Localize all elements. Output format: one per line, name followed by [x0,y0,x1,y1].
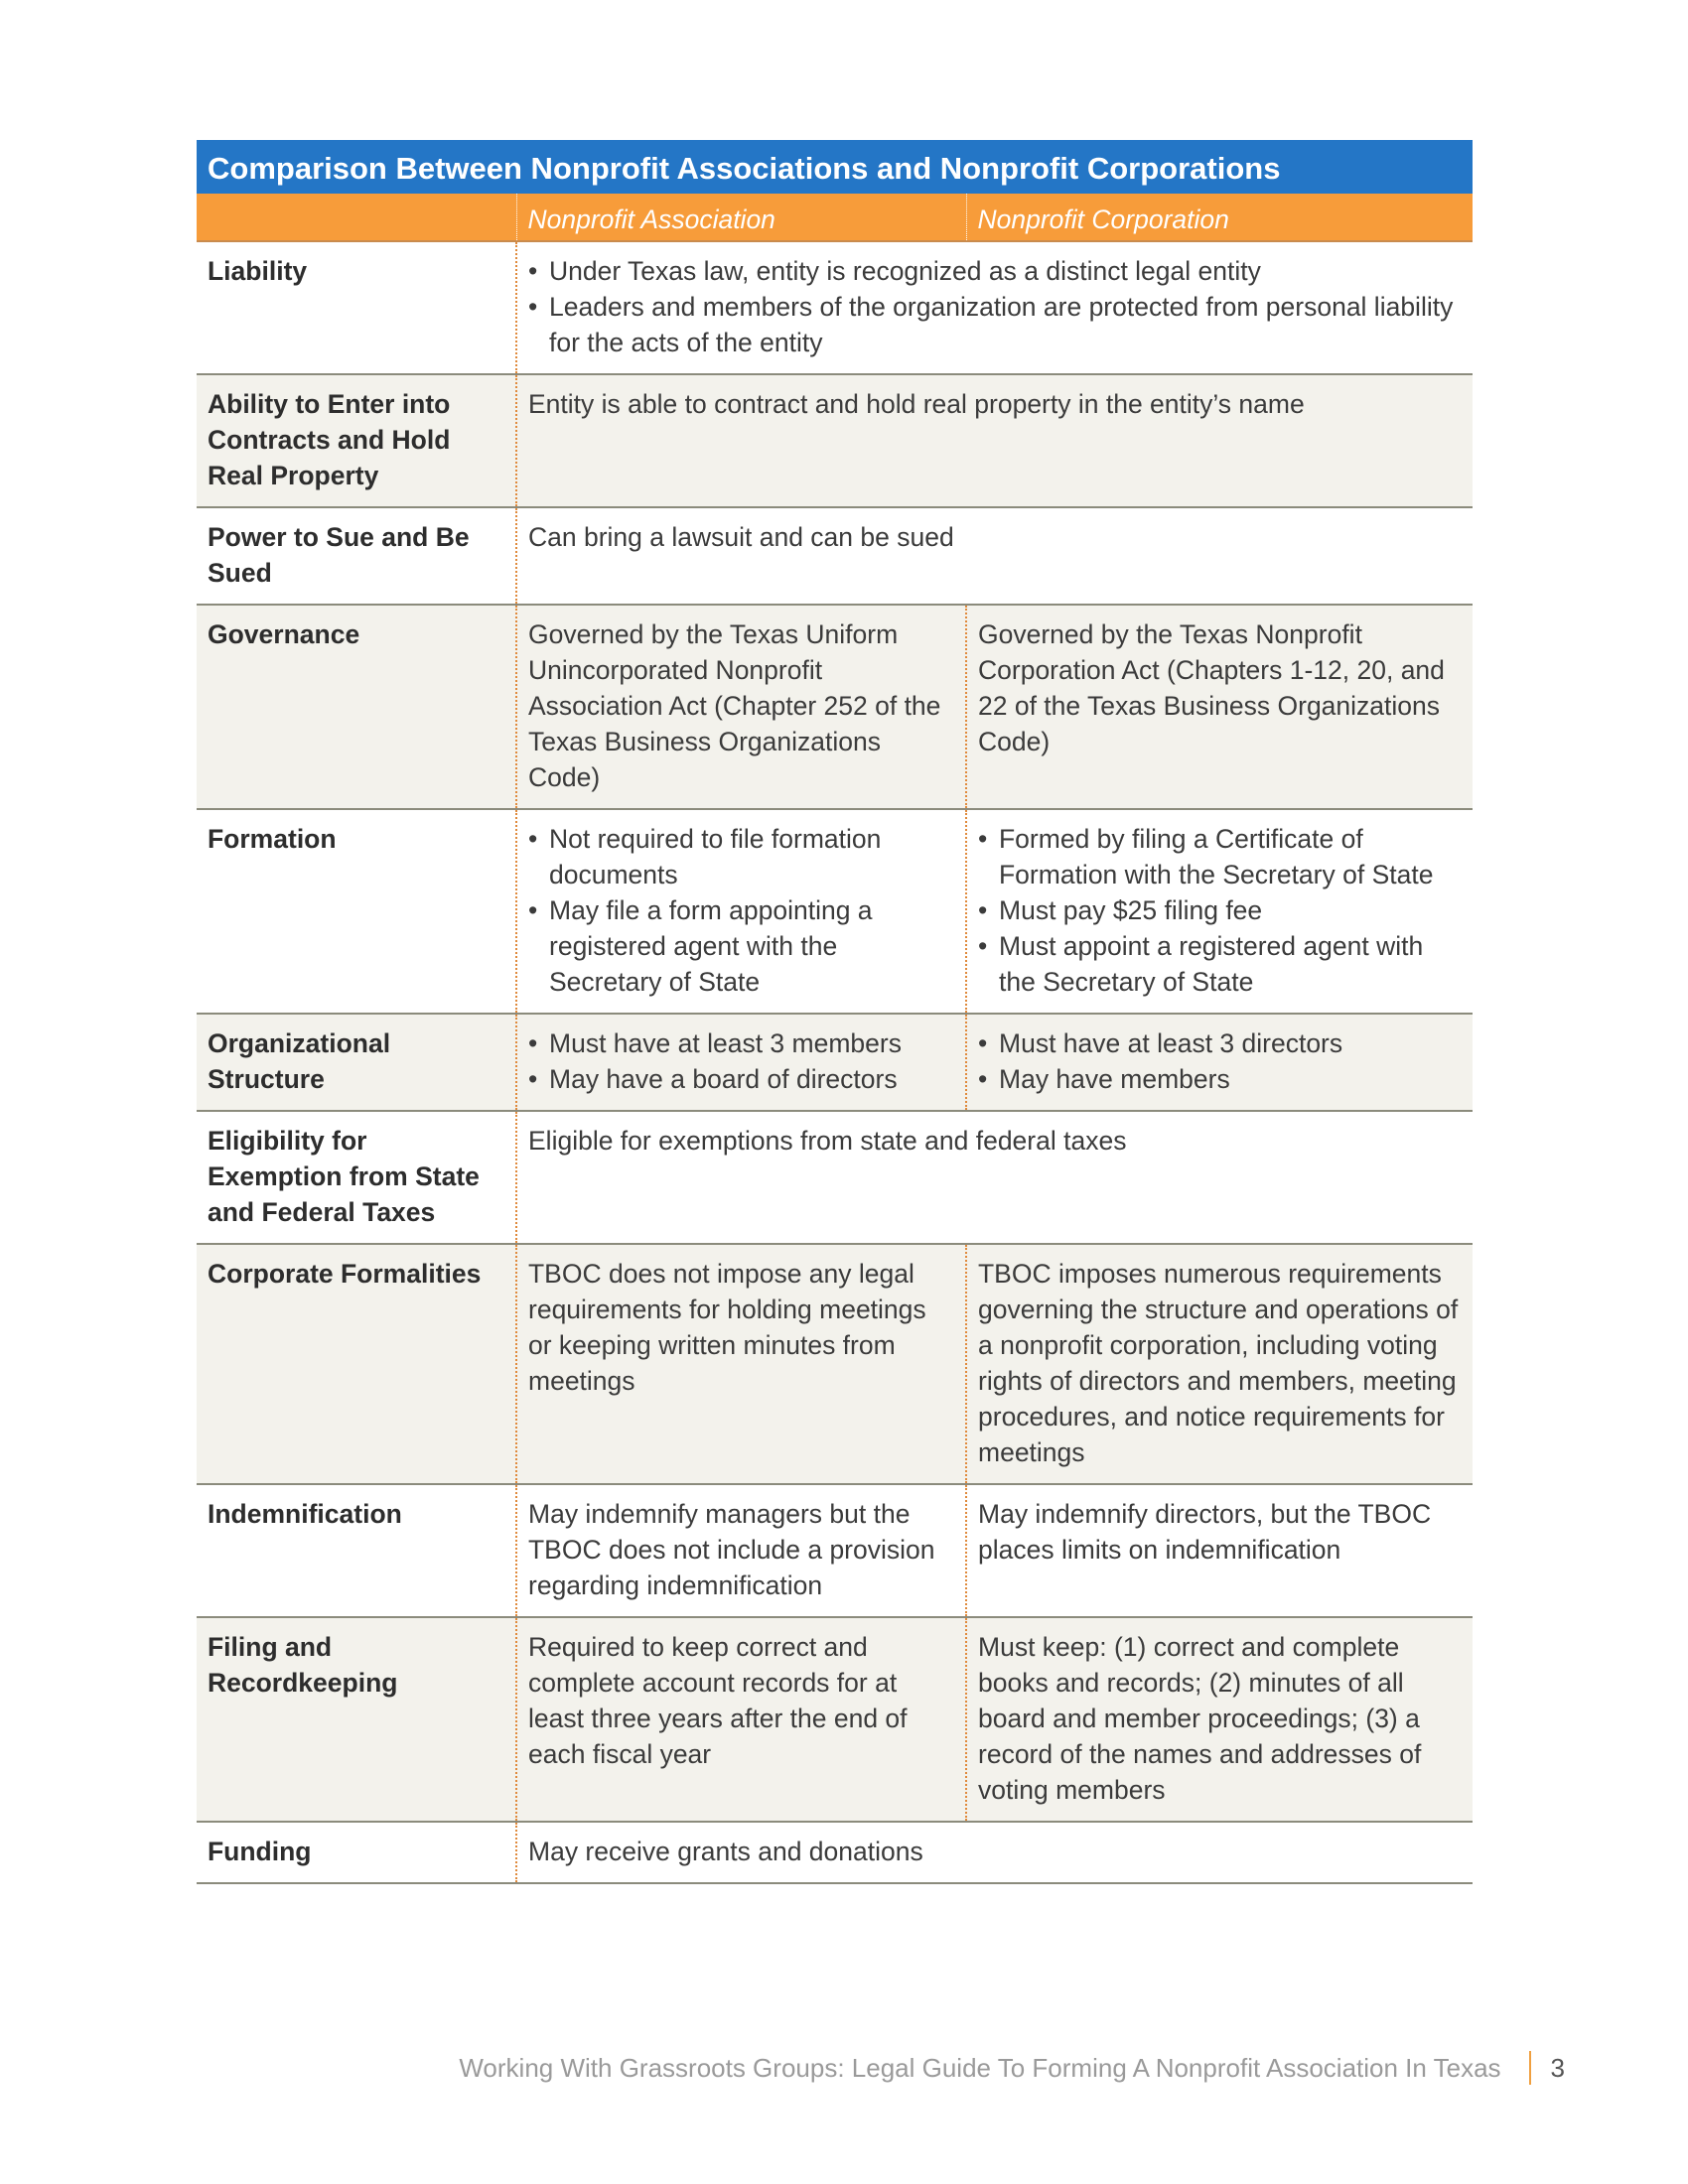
table-row-ability-to-enter-into-contracts-and-hold-real-property [197,374,1473,507]
row-label: Organizational Structure [197,1014,516,1111]
shared-bullet-list [528,253,1462,360]
association-cell [516,1014,966,1111]
association-cell: TBOC does not impose any legal requirements for holding meetings or keeping written minutes from meetings [516,1244,966,1484]
table-body [197,241,1473,1883]
table-row-indemnification [197,1484,1473,1617]
shared-cell [516,241,1473,374]
table-row-power-to-sue-and-be-sued [197,507,1473,605]
table-row-filing-and-recordkeeping [197,1617,1473,1822]
footer-text: Working With Grassroots Groups: Legal Guide To Forming A Nonprofit Association In Texas [459,2052,1501,2083]
column-header-row [197,194,1473,241]
footer-separator [1529,2051,1531,2085]
row-label: Formation [197,809,516,1014]
corporation-bullet-list [978,821,1462,1000]
table-row-organizational-structure [197,1014,1473,1111]
table-row-formation [197,809,1473,1014]
column-header-corporation: Nonprofit Corporation [966,194,1473,241]
list-item: • Leaders and members of the organization are protected from personal liability for the acts of the entity [528,289,1462,360]
shared-cell: Entity is able to contract and hold real property in the entity’s name [516,374,1473,507]
row-label: Corporate Formalities [197,1244,516,1484]
list-item: • Must have at least 3 directors [978,1025,1462,1061]
row-label: Indemnification [197,1484,516,1617]
row-label: Power to Sue and Be Sued [197,507,516,605]
list-item: • Not required to file formation documents [528,821,954,892]
list-item: • Must have at least 3 members [528,1025,954,1061]
table-title-row [197,140,1473,194]
association-bullet-list [528,821,954,1000]
list-item: • Must pay $25 filing fee [978,892,1462,928]
comparison-table [197,140,1473,1884]
list-item: • Under Texas law, entity is recognized as a distinct legal entity [528,253,1462,289]
corporation-bullet-list [978,1025,1462,1097]
row-label: Liability [197,241,516,374]
table-row-corporate-formalities [197,1244,1473,1484]
list-item: • Must appoint a registered agent with the Secretary of State [978,928,1462,1000]
corporation-cell: Governed by the Texas Nonprofit Corporation Act (Chapters 1-12, 20, and 22 of the Texas Business Organizations Code) [966,605,1473,809]
table-row-liability [197,241,1473,374]
list-item: • May file a form appointing a registered agent with the Secretary of State [528,892,954,1000]
association-cell [516,809,966,1014]
page-footer [459,2051,1565,2085]
table-row-eligibility-for-exemption-from-state-and-federal-taxes [197,1111,1473,1244]
row-label: Filing and Recordkeeping [197,1617,516,1822]
association-cell: Required to keep correct and complete account records for at least three years after the end of each fiscal year [516,1617,966,1822]
shared-cell: May receive grants and donations [516,1822,1473,1883]
corporation-cell [966,1014,1473,1111]
table-title: Comparison Between Nonprofit Associations and Nonprofit Corporations [197,140,1473,194]
shared-cell: Can bring a lawsuit and can be sued [516,507,1473,605]
table-row-funding [197,1822,1473,1883]
corporation-cell [966,809,1473,1014]
row-label: Eligibility for Exemption from State and Federal Taxes [197,1111,516,1244]
list-item: • May have members [978,1061,1462,1097]
row-label: Ability to Enter into Contracts and Hold Real Property [197,374,516,507]
shared-cell: Eligible for exemptions from state and federal taxes [516,1111,1473,1244]
association-cell: Governed by the Texas Uniform Unincorporated Nonprofit Association Act (Chapter 252 of the Texas Business Organizations Code) [516,605,966,809]
list-item: • May have a board of directors [528,1061,954,1097]
corporation-cell: TBOC imposes numerous requirements governing the structure and operations of a nonprofit corporation, including voting rights of directors and members, meeting procedures, and notice requirements for meetings [966,1244,1473,1484]
row-label: Governance [197,605,516,809]
association-bullet-list [528,1025,954,1097]
column-header-association: Nonprofit Association [516,194,966,241]
corporation-cell: May indemnify directors, but the TBOC places limits on indemnification [966,1484,1473,1617]
corporation-cell: Must keep: (1) correct and complete books and records; (2) minutes of all board and member proceedings; (3) a record of the names and addresses of voting members [966,1617,1473,1822]
row-label: Funding [197,1822,516,1883]
list-item: • Formed by filing a Certificate of Formation with the Secretary of State [978,821,1462,892]
page-number: 3 [1550,2052,1565,2083]
association-cell: May indemnify managers but the TBOC does not include a provision regarding indemnification [516,1484,966,1617]
table-row-governance [197,605,1473,809]
column-header-empty [197,194,516,241]
